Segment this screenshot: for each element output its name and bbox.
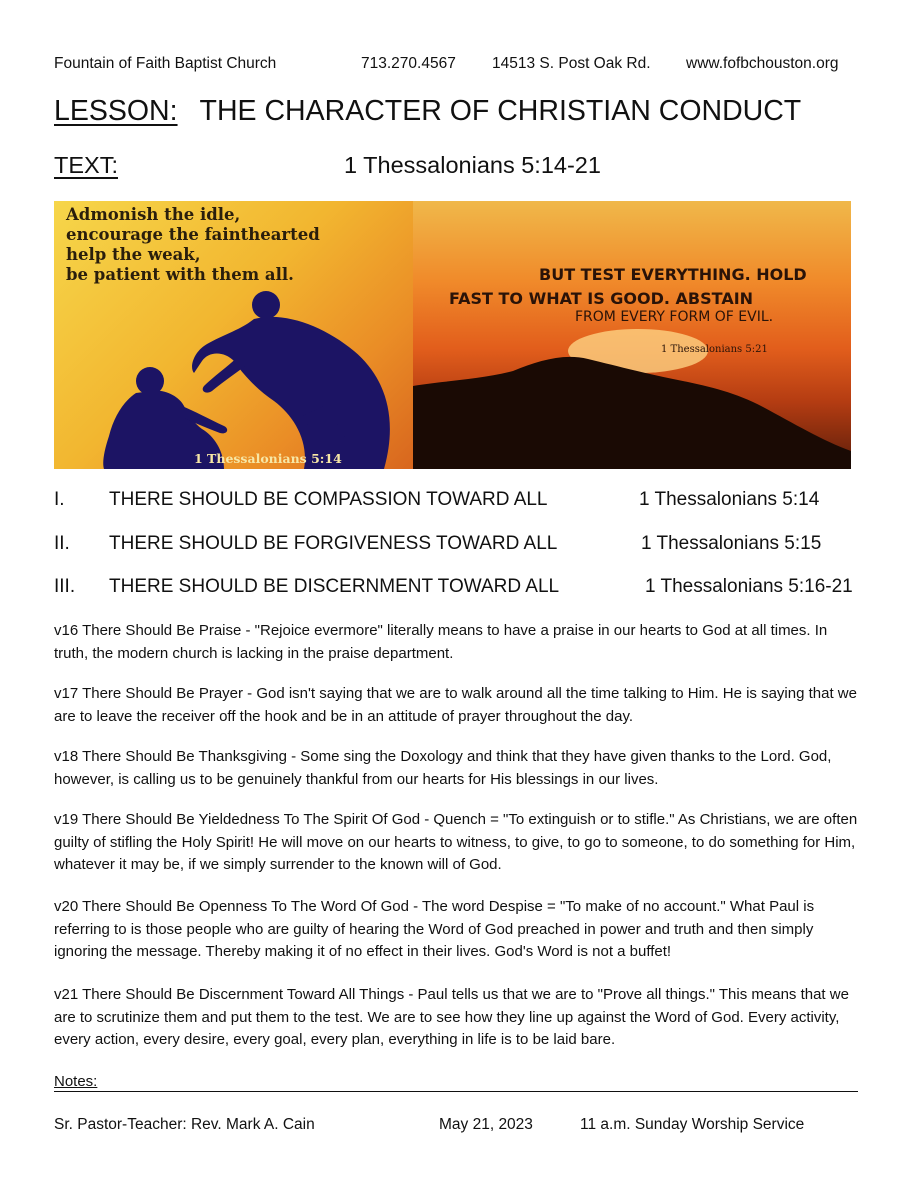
image-right-line-3: FROM EVERY FORM OF EVIL. [575,309,774,325]
image-right-caption: 1 Thessalonians 5:21 [661,344,768,355]
paragraph-v17: v17 There Should Be Prayer - God isn't saying that we are to walk around all the time talking to Him. He is saying that we are to leave the receiver off the hook and be in an attitude of prayer throughout the day. [54,685,857,725]
image-left-line: encourage the fainthearted [66,225,320,244]
point-heading: THERE SHOULD BE DISCERNMENT TOWARD ALL [109,576,560,597]
point-reference: 1 Thessalonians 5:15 [641,533,822,554]
service-time: 11 a.m. Sunday Worship Service [580,1116,805,1133]
lesson-label: LESSON: [54,95,178,127]
image-right-line-2: FAST TO WHAT IS GOOD. ABSTAIN [449,289,754,308]
paragraph-v21: v21 There Should Be Discernment Toward All Things - Paul tells us that we are to "Prove all things." This means that we are to scrutinize them and put them to the test. We are to see how they line up against the Word of God. Every activity, every action, every desire, every goal, every plan, everything in life is to be laid bare. [54,986,849,1048]
paragraph-v16: v16 There Should Be Praise - "Rejoice evermore" literally means to have a praise in our hearts to God at all times. In truth, the modern church is lacking in the praise department. [54,622,828,662]
notes-line [54,1073,858,1092]
point-heading: THERE SHOULD BE COMPASSION TOWARD ALL [109,489,548,510]
image-left-caption: 1 Thessalonians 5:14 [194,451,342,466]
outline-point [54,489,864,515]
page-footer [54,1116,864,1138]
pastor-name: Sr. Pastor-Teacher: Rev. Mark A. Cain [54,1116,315,1133]
service-date: May 21, 2023 [439,1116,533,1133]
notes-label: Notes: [54,1073,98,1090]
church-address: 14513 S. Post Oak Rd. [492,55,651,72]
lesson-title-row [54,95,801,128]
outline-point [54,533,864,559]
point-number: I. [54,489,65,510]
church-header [54,55,864,77]
image-helping-hand [54,201,413,469]
church-website: www.fofbchouston.org [686,55,839,72]
point-reference: 1 Thessalonians 5:14 [639,489,820,510]
text-reference: 1 Thessalonians 5:14-21 [344,152,601,178]
church-name: Fountain of Faith Baptist Church [54,55,277,72]
image-right-line-1: BUT TEST EVERYTHING. HOLD [539,265,807,284]
image-left-line: Admonish the idle, [66,205,241,224]
image-left-verse [66,205,320,285]
text-label: TEXT: [54,152,118,178]
paragraph-v18: v18 There Should Be Thanksgiving - Some sing the Doxology and think that they have given thanks to the Lord. God, however, is calling us to be genuinely thankful from our hearts for His blessings in our lives. [54,748,832,788]
point-number: III. [54,576,76,597]
lesson-title: THE CHARACTER OF CHRISTIAN CONDUCT [199,95,802,127]
point-heading: THERE SHOULD BE FORGIVENESS TOWARD ALL [109,533,558,554]
paragraph-v19: v19 There Should Be Yieldedness To The Spirit Of God - Quench = "To extinguish or to stifle." As Christians, we are often guilty of stifling the Holy Spirit! He will move on our hearts to witness, to give, to go to someone, to do something for Him, whatever it may be, if we simply surrender to the known will of God. [54,811,858,873]
church-phone: 713.270.4567 [361,55,456,72]
point-number: II. [54,533,70,554]
image-left-line: be patient with them all. [66,265,294,284]
text-row [54,152,854,179]
image-left-line: help the weak, [66,245,201,264]
image-sunset [413,201,851,469]
paragraph-v20: v20 There Should Be Openness To The Word Of God - The word Despise = "To make of no account." What Paul is referring to is those people who are guilty of hearing the Word of God preached in power and truth and then simply ignoring the message. Thereby making it of no effect in their lives. God's Word is not a buffet! [54,898,815,960]
point-reference: 1 Thessalonians 5:16-21 [645,576,853,597]
sunset-illustration [413,201,851,469]
outline-point [54,576,864,602]
